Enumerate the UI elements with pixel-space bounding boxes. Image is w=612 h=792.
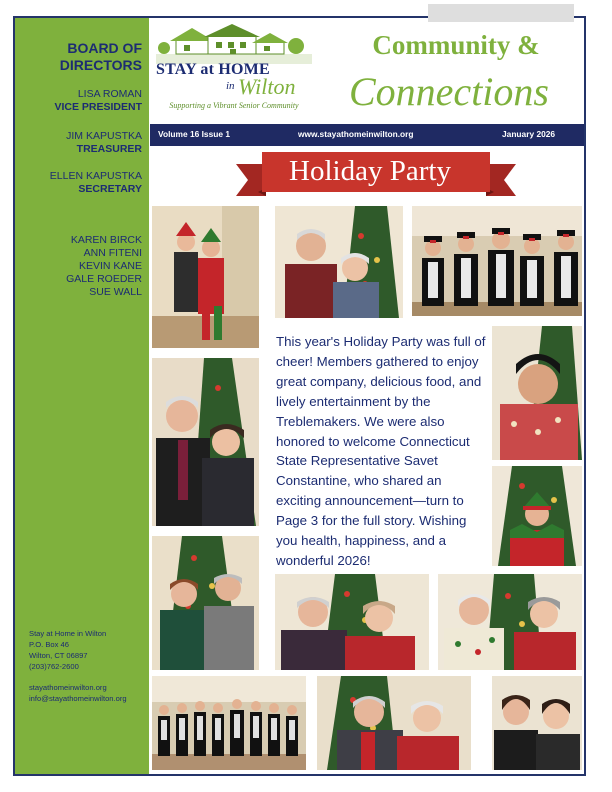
photo-woman-smiling: [492, 326, 582, 460]
board-member: KAREN BIRCK: [70, 234, 142, 246]
contact-city: Wilton, CT 06897: [29, 651, 88, 660]
photo-couple-by-tree: [152, 536, 259, 670]
issue-website[interactable]: www.stayathomeinwilton.org: [298, 129, 414, 139]
officer-role: SECRETARY: [78, 183, 142, 195]
photo-couple-tree: [275, 206, 403, 318]
section-heading: Holiday Party: [289, 155, 451, 187]
logo-tagline: Supporting a Vibrant Senior Community: [169, 101, 299, 110]
contact-phone: (203)762-2600: [29, 662, 79, 671]
photo-elf-costume: [492, 466, 582, 566]
stay-at-home-logo: [156, 24, 312, 116]
board-heading-line2: DIRECTORS: [59, 57, 142, 73]
officer-name: LISA ROMAN: [77, 88, 142, 100]
contact-org: Stay at Home in Wilton: [29, 629, 107, 638]
contact-email[interactable]: info@stayathomeinwilton.org: [29, 694, 127, 703]
board-heading: [15, 40, 142, 74]
officer-role: VICE PRESIDENT: [54, 101, 142, 113]
photo-elves-pair: [152, 206, 259, 348]
logo-town-text: Wilton: [238, 74, 296, 99]
photo-two-women-dark: [492, 676, 582, 770]
logo-in-text: in: [226, 80, 235, 92]
house-icon: [156, 24, 312, 64]
contact-block: [29, 628, 159, 704]
contact-po-box: P.O. Box 46: [29, 640, 69, 649]
board-member: SUE WALL: [89, 286, 142, 298]
contact-website[interactable]: stayathomeinwilton.org: [29, 683, 107, 692]
photo-dancers-line: [152, 676, 306, 770]
article-body: This year's Holiday Party was full of cheer! Members gathered to enjoy great company, delicious food, and lively entertainment by the Treblemakers. We were also honored to welcome Connecticut State Representative Savet Constantine, who shared an exciting announcement—turn to Page 3 for the full story. Wishing you health, happiness, and a wonderful 2026!: [276, 334, 486, 568]
logo-main-text: STAY at HOME: [156, 61, 270, 78]
issue-volume: Volume 16 Issue 1: [158, 129, 230, 139]
issue-date: January 2026: [502, 129, 556, 139]
masthead-line2: Connections: [349, 69, 549, 114]
issue-info-bar: [150, 124, 584, 146]
photo-treblemakers-singing: [412, 206, 582, 316]
officer-name: JIM KAPUSTKA: [66, 130, 142, 142]
photo-two-women: [438, 574, 582, 670]
sidebar: [15, 18, 149, 774]
officer-treasurer: [15, 130, 142, 156]
photo-couple-seated: [275, 574, 429, 670]
board-members-list: [15, 234, 142, 299]
photo-couple-embrace: [317, 676, 471, 770]
officer-vice-president: [15, 88, 142, 114]
top-gray-bar: [428, 4, 574, 22]
masthead-line1: Community &: [372, 30, 540, 60]
officer-role: TREASURER: [76, 143, 142, 155]
board-heading-line1: BOARD OF: [67, 40, 142, 56]
board-member: ANN FITENI: [83, 247, 142, 259]
photo-couple-hug: [152, 358, 259, 526]
board-member: GALE ROEDER: [66, 273, 142, 285]
officer-name: ELLEN KAPUSTKA: [49, 170, 142, 182]
officer-secretary: [15, 170, 142, 196]
board-member: KEVIN KANE: [78, 260, 142, 272]
